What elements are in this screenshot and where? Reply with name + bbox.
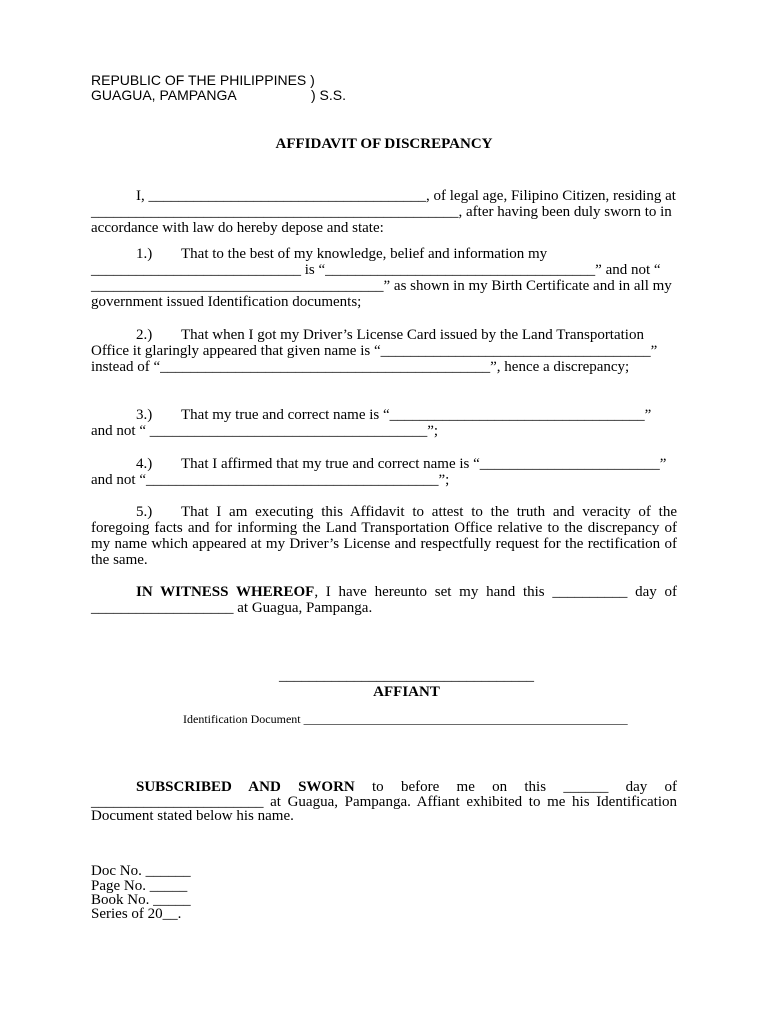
jurat-lead: SUBSCRIBED AND SWORN xyxy=(136,779,355,795)
item-2-line-2: Office it glaringly appeared that given name is “____________________________________” xyxy=(91,343,658,359)
jurat-text: to before me on this ______ day of xyxy=(354,779,677,795)
intro-line-3: accordance with law do hereby depose and state: xyxy=(91,220,384,236)
document-title: AFFIDAVIT OF DISCREPANCY xyxy=(275,136,493,152)
item-1-line-1 xyxy=(91,246,677,262)
venue-place: GUAGUA, PAMPANGA xyxy=(91,87,237,103)
jurat-line-1 xyxy=(91,779,677,795)
series-year: Series of 20__. xyxy=(91,906,182,922)
item-1-line-3: _______________________________________” as shown in my Birth Certificate and in all my xyxy=(91,278,672,294)
item-4-number: 4.) xyxy=(136,456,153,472)
venue-line-place xyxy=(91,88,677,103)
intro-line-1: I, _____________________________________, of legal age, Filipino Citizen, residing at xyxy=(136,188,676,204)
item-5-number: 5.) xyxy=(136,504,153,520)
item-2-line-3: instead of “____________________________________________”, hence a discrepancy; xyxy=(91,359,630,375)
item-1-line-2: ____________________________ is “____________________________________” and not “ xyxy=(91,262,661,278)
item-1-line-4: government issued Identification documents; xyxy=(91,294,362,310)
page-number: Page No. _____ xyxy=(91,878,188,894)
item-1-text: That to the best of my knowledge, belief and information my xyxy=(181,246,548,262)
item-3-line-1 xyxy=(91,407,677,423)
venue-ss: ) S.S. xyxy=(311,87,347,103)
jurat-line-2: _______________________ at Guagua, Pampanga. Affiant exhibited to me his Identification xyxy=(91,794,677,810)
item-4-line-2: and not “_______________________________________”; xyxy=(91,472,450,488)
doc-number: Doc No. ______ xyxy=(91,863,191,879)
intro-line-2: _________________________________________________, after having been duly sworn to in xyxy=(91,204,672,220)
item-5-line-4: the same. xyxy=(91,552,148,568)
book-number: Book No. _____ xyxy=(91,892,191,908)
item-2-number: 2.) xyxy=(136,327,153,343)
item-2-line-1 xyxy=(91,327,677,343)
item-5-line-2: foregoing facts and for informing the Land Transportation Office relative to the discrepancy of xyxy=(91,520,677,536)
witness-clause-line-2: ___________________ at Guagua, Pampanga. xyxy=(91,600,373,616)
jurat-line-3: Document stated below his name. xyxy=(91,808,294,824)
item-3-number: 3.) xyxy=(136,407,153,423)
item-5-line-3: my name which appeared at my Driver’s License and respectfully request for the rectification of xyxy=(91,536,677,552)
item-4-line-1 xyxy=(91,456,677,472)
venue-line-republic xyxy=(91,73,677,88)
item-3-line-2: and not “ _____________________________________”; xyxy=(91,423,439,439)
item-1-number: 1.) xyxy=(136,246,153,262)
item-5-line-1 xyxy=(91,504,677,520)
item-2-text: That when I got my Driver’s License Card issued by the Land Transportation xyxy=(181,327,644,343)
witness-clause-lead: IN WITNESS WHEREOF xyxy=(136,584,315,600)
affiant-label: AFFIANT xyxy=(373,684,440,700)
witness-clause-line-1 xyxy=(91,584,677,600)
item-4-text: That I affirmed that my true and correct name is “________________________” xyxy=(181,456,667,472)
item-5-text: That I am executing this Affidavit to attest to the truth and veracity of the xyxy=(181,504,677,520)
signature-line: __________________________________ xyxy=(279,668,534,684)
venue-republic: REPUBLIC OF THE PHILIPPINES ) xyxy=(91,72,315,88)
identification-document-line: Identification Document ______________________________________________________ xyxy=(183,712,628,726)
item-3-text: That my true and correct name is “__________________________________” xyxy=(181,407,652,423)
witness-clause-text: , I have hereunto set my hand this __________ day of xyxy=(314,584,677,600)
